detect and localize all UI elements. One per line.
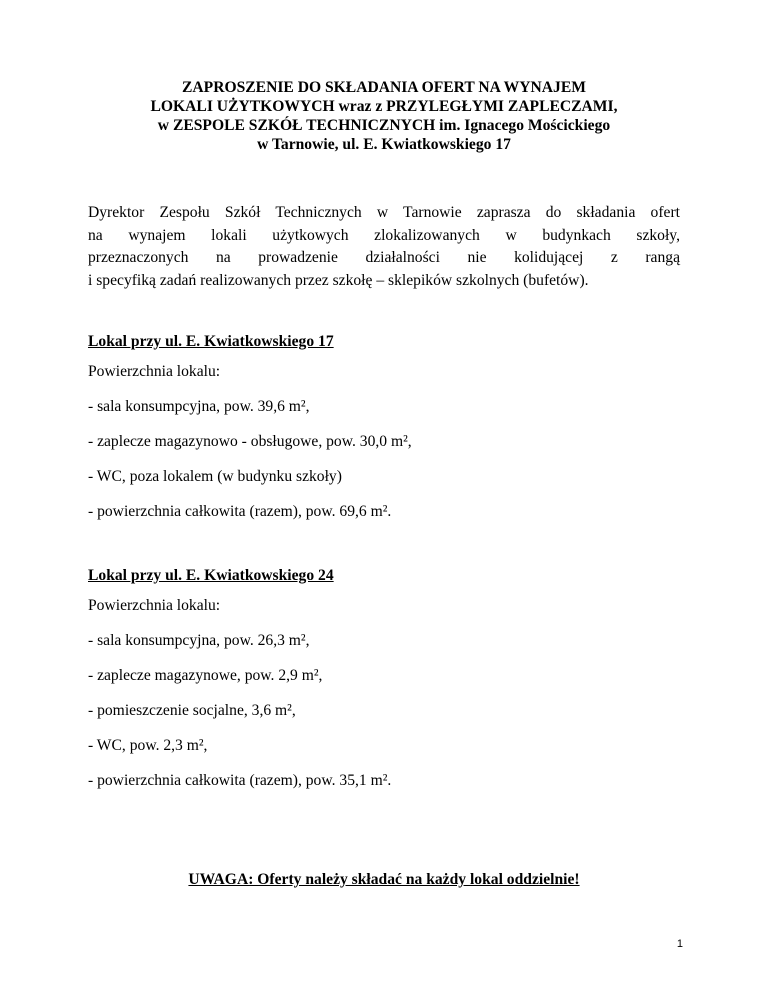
warning-note: UWAGA: Oferty należy składać na każdy lokal oddzielnie!: [188, 871, 580, 888]
list-item: - powierzchnia całkowita (razem), pow. 35,1 m².: [88, 772, 392, 789]
intro-line-4: i specyfiką zadań realizowanych przez szkołę – sklepików szkolnych (bufetów).: [88, 272, 589, 290]
list-item: - WC, pow. 2,3 m²,: [88, 737, 208, 754]
intro-paragraph: [88, 202, 680, 293]
title-line-4: w Tarnowie, ul. E. Kwiatkowskiego 17: [257, 136, 511, 153]
section-heading: Lokal przy ul. E. Kwiatkowskiego 24: [88, 567, 334, 584]
intro-line-2: na wynajem lokali użytkowych zlokalizowanych w budynkach szkoły,: [88, 226, 680, 244]
title-line-2: LOKALI UŻYTKOWYCH wraz z PRZYLEGŁYMI ZAPLECZAMI,: [150, 98, 618, 115]
list-item: - powierzchnia całkowita (razem), pow. 69,6 m².: [88, 503, 392, 520]
section-subheading: Powierzchnia lokalu:: [88, 363, 221, 380]
page-number: 1: [676, 938, 683, 950]
list-item: - WC, poza lokalem (w budynku szkoły): [88, 468, 342, 485]
list-item: - zaplecze magazynowe, pow. 2,9 m²,: [88, 667, 323, 684]
list-item: - sala konsumpcyjna, pow. 26,3 m²,: [88, 632, 310, 649]
section-lokal-24: [88, 566, 688, 806]
section-lokal-17: [88, 332, 688, 537]
list-item: - sala konsumpcyjna, pow. 39,6 m²,: [88, 398, 310, 415]
list-item: - pomieszczenie socjalne, 3,6 m²,: [88, 702, 296, 719]
title-line-3: w ZESPOLE SZKÓŁ TECHNICZNYCH im. Ignacego Mościckiego: [157, 117, 611, 134]
section-heading: Lokal przy ul. E. Kwiatkowskiego 17: [88, 333, 334, 350]
intro-line-1: Dyrektor Zespołu Szkół Technicznych w Tarnowie zaprasza do składania ofert: [88, 204, 680, 221]
list-item: - zaplecze magazynowo - obsługowe, pow. 30,0 m²,: [88, 433, 412, 450]
title-line-1: ZAPROSZENIE DO SKŁADANIA OFERT NA WYNAJEM: [182, 79, 586, 96]
section-subheading: Powierzchnia lokalu:: [88, 597, 221, 614]
document-title: [60, 78, 708, 154]
intro-line-3: przeznaczonych na prowadzenie działalności nie kolidującej z rangą: [88, 249, 680, 267]
